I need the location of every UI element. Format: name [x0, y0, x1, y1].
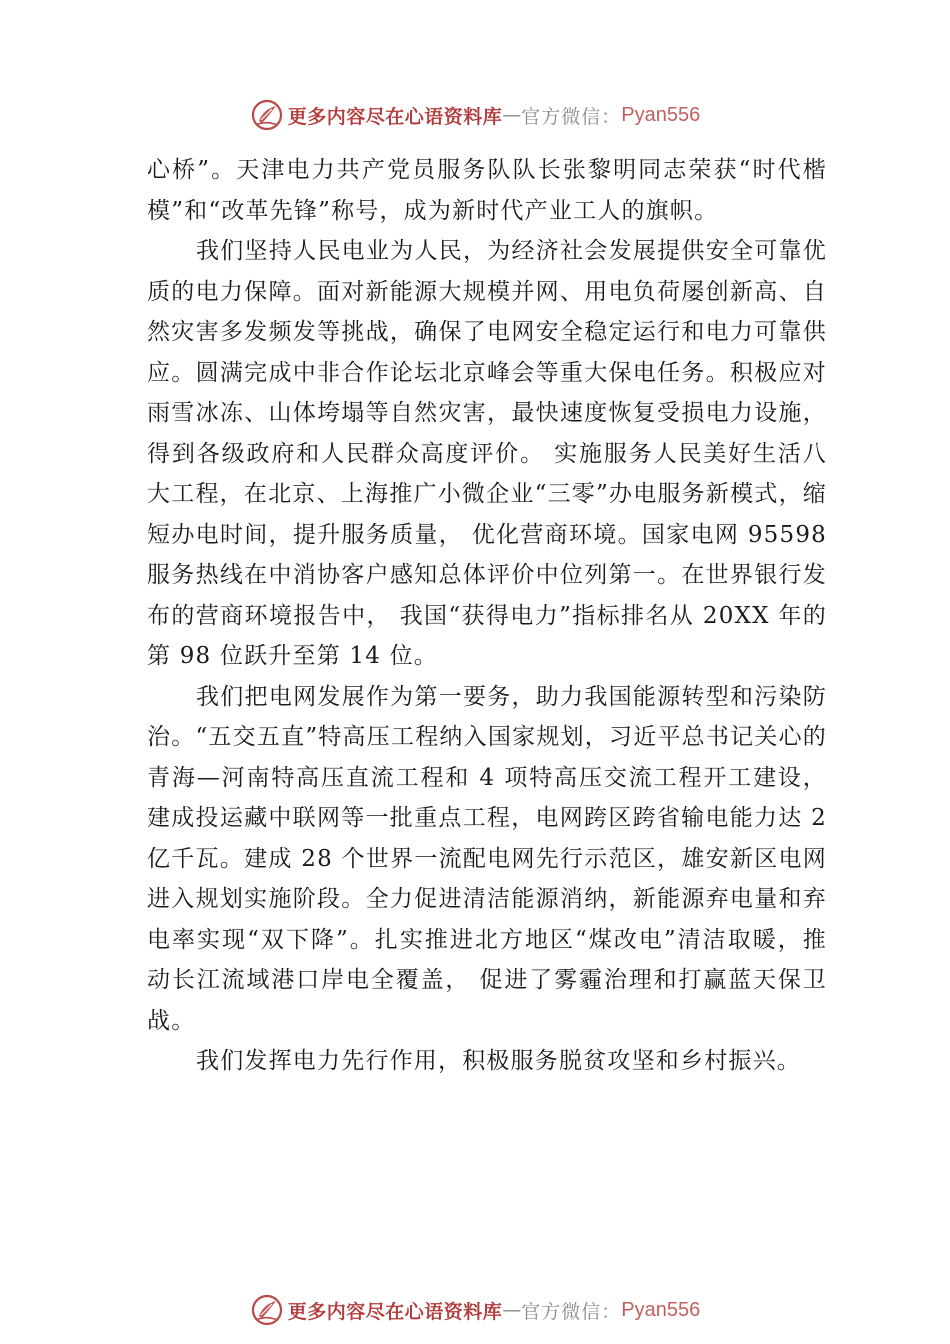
watermark-footer — [0, 1290, 950, 1330]
watermark-header — [0, 95, 950, 135]
brand-logo-icon — [250, 98, 284, 132]
watermark-account: Pyan556 — [621, 1298, 701, 1321]
watermark-label: 官方微信： — [521, 1300, 622, 1323]
paragraph-poverty-alleviation: 我们发挥电力先行作用，积极服务脱贫攻坚和乡村振兴。 — [196, 1048, 801, 1074]
watermark-brand: 更多内容尽在心语资料库 — [287, 1300, 503, 1323]
paragraph-grid-development: 我们把电网发展作为第一要务，助力我国能源转型和污染防治。“五交五直”特高压工程纳入国家规划，习近平总书记关心的青海—河南特高压直流工程和 4 项特高压交流工程开工建设，建成投运藏中联网等一批重点工程，电网跨区跨省输电能力达 2 亿千瓦。建成 28 个世界一流配电网先行示范区，雄安新区电网进入规划实施阶段。全力促进清洁能源消纳，新能源弃电量和弃电率实现“双下降”。扎实推进北方地区“煤改电”清洁取暖，推动长江流域港口岸电全覆盖， 促进了雾霾治理和打赢蓝天保卫战。 — [147, 683, 827, 1034]
paragraph-continuation: 心桥”。天津电力共产党员服务队队长张黎明同志荣获“时代楷模”和“改革先锋”称号，成为新时代产业工人的旗帜。 — [147, 157, 827, 224]
watermark-account: Pyan556 — [621, 103, 701, 126]
watermark-label: 官方微信： — [521, 105, 622, 128]
watermark-brand: 更多内容尽在心语资料库 — [287, 105, 503, 128]
brand-logo-icon — [250, 1293, 284, 1327]
document-body — [147, 150, 827, 1082]
watermark-separator: — — [502, 1299, 522, 1321]
paragraph-power-supply: 我们坚持人民电业为人民，为经济社会发展提供安全可靠优质的电力保障。面对新能源大规模并网、用电负荷屡创新高、自然灾害多发频发等挑战，确保了电网安全稳定运行和电力可靠供应。圆满完成中非合作论坛北京峰会等重大保电任务。积极应对雨雪冰冻、山体垮塌等自然灾害，最快速度恢复受损电力设施，得到各级政府和人民群众高度评价。 实施服务人民美好生活八大工程，在北京、上海推广小微企业“三零”办电服务新模式，缩短办电时间，提升服务质量， 优化营商环境。国家电网 95598 服务热线在中消协客户感知总体评价中位列第一。在世界银行发布的营商环境报告中， 我国“获得电力”指标排名从 20XX 年的第 98 位跃升至第 14 位。 — [147, 238, 827, 669]
watermark-separator: — — [502, 104, 522, 126]
